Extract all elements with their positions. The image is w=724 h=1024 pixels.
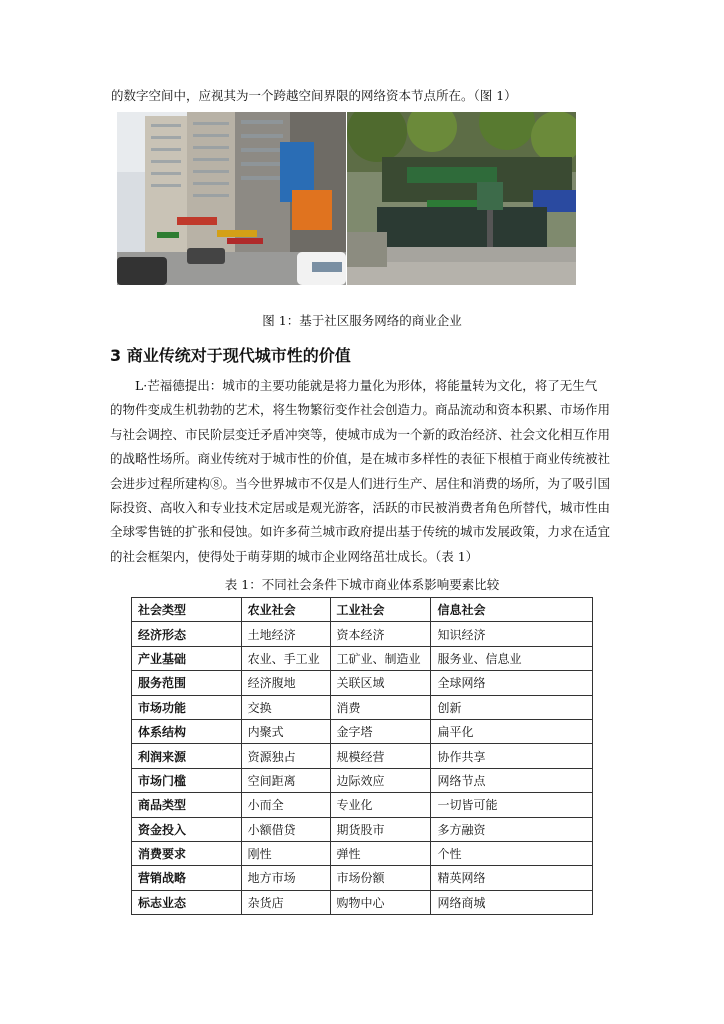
street-photo-right (347, 112, 576, 285)
paragraph-line: 际投资、高收入和专业技术定居或是观光游客，活跃的市民被消费者角色所替代，城市性由 (110, 500, 611, 516)
table-cell: 杂货店 (241, 890, 330, 914)
table-cell: 期货股市 (330, 817, 431, 841)
table-cell: 利润来源 (132, 744, 242, 768)
table-header-cell: 信息社会 (431, 598, 593, 622)
table-cell: 市场份额 (330, 866, 431, 890)
table-row (132, 744, 593, 768)
table-row (132, 622, 593, 646)
table-cell: 金字塔 (330, 719, 431, 743)
table-cell: 边际效应 (330, 768, 431, 792)
table-cell: 地方市场 (241, 866, 330, 890)
table-header-row (132, 598, 593, 622)
table-cell: 体系结构 (132, 719, 242, 743)
table-row (132, 817, 593, 841)
paragraph-line: 的物件变成生机勃勃的艺术，将生物繁衍变作社会创造力。商品流动和资本积累、市场作用 (110, 402, 611, 418)
table-caption: 表 1：不同社会条件下城市商业体系影响要素比较 (224, 577, 500, 592)
table-cell: 消费要求 (132, 841, 242, 865)
table-row (132, 646, 593, 670)
table-row (132, 793, 593, 817)
table-cell: 一切皆可能 (431, 793, 593, 817)
paragraph-line: 与社会调控、市民阶层变迁矛盾冲突等，使城市成为一个新的政治经济、社会文化相互作用 (110, 426, 611, 442)
table-header-cell: 工业社会 (330, 598, 431, 622)
table-cell: 资金投入 (132, 817, 242, 841)
table-cell: 扁平化 (431, 719, 593, 743)
paragraph-line: L·芒福德提出：城市的主要功能就是将力量化为形体，将能量转为文化，将了无生气 (110, 378, 598, 393)
table-cell: 精英网络 (431, 866, 593, 890)
paragraph-line: 的战略性场所。商业传统对于城市性的价值，是在城市多样性的表征下根植于商业传统被社 (110, 451, 611, 467)
paragraph-line: 会进步过程所建构⑧。当今世界城市不仅是人们进行生产、居住和消费的场所，为了吸引国 (110, 475, 611, 491)
figure-caption: 图 1：基于社区服务网络的商业企业 (262, 313, 462, 328)
table-cell: 经济腹地 (241, 671, 330, 695)
table-cell: 个性 (431, 841, 593, 865)
section-heading: 3 商业传统对于现代城市性的价值 (110, 346, 351, 365)
table-cell: 网络节点 (431, 768, 593, 792)
table-cell: 购物中心 (330, 890, 431, 914)
table-cell: 资本经济 (330, 622, 431, 646)
table-cell: 多方融资 (431, 817, 593, 841)
table-cell: 产业基础 (132, 646, 242, 670)
table-cell: 服务范围 (132, 671, 242, 695)
table-cell: 规模经营 (330, 744, 431, 768)
table-cell: 小额借贷 (241, 817, 330, 841)
table-cell: 刚性 (241, 841, 330, 865)
table-cell: 交换 (241, 695, 330, 719)
table-cell: 资源独占 (241, 744, 330, 768)
table-cell: 创新 (431, 695, 593, 719)
paragraph-line: 的社会框架内，使得处于萌芽期的城市企业网络茁壮成长。（表 1） (110, 548, 479, 564)
table-cell: 知识经济 (431, 622, 593, 646)
table-header-cell: 农业社会 (241, 598, 330, 622)
street-photo-left (117, 112, 346, 285)
table-row (132, 695, 593, 719)
table-cell: 经济形态 (132, 622, 242, 646)
figure-1 (117, 112, 576, 285)
table-row (132, 719, 593, 743)
table-cell: 农业、手工业 (241, 646, 330, 670)
table-cell: 服务业、信息业 (431, 646, 593, 670)
paragraph-line: 全球零售链的扩张和侵蚀。如许多荷兰城市政府提出基于传统的城市发展政策，力求在适宜 (110, 524, 611, 540)
table-row (132, 890, 593, 914)
table-cell: 标志业态 (132, 890, 242, 914)
table-cell: 协作共享 (431, 744, 593, 768)
table-cell: 商品类型 (132, 793, 242, 817)
table-cell: 内聚式 (241, 719, 330, 743)
table-cell: 市场功能 (132, 695, 242, 719)
table-cell: 弹性 (330, 841, 431, 865)
table-cell: 关联区域 (330, 671, 431, 695)
table-cell: 营销战略 (132, 866, 242, 890)
table-cell: 专业化 (330, 793, 431, 817)
table-cell: 网络商城 (431, 890, 593, 914)
table-row (132, 768, 593, 792)
table-cell: 小而全 (241, 793, 330, 817)
table-cell: 消费 (330, 695, 431, 719)
body-paragraph (110, 374, 615, 569)
table-row (132, 671, 593, 695)
table-row (132, 841, 593, 865)
table-cell: 市场门槛 (132, 768, 242, 792)
table-cell: 全球网络 (431, 671, 593, 695)
table-cell: 空间距离 (241, 768, 330, 792)
comparison-table (131, 597, 593, 915)
table-cell: 工矿业、制造业 (330, 646, 431, 670)
table-header-cell: 社会类型 (132, 598, 242, 622)
intro-line: 的数字空间中，应视其为一个跨越空间界限的网络资本节点所在。（图 1） (111, 88, 517, 103)
table-row (132, 866, 593, 890)
table-cell: 土地经济 (241, 622, 330, 646)
